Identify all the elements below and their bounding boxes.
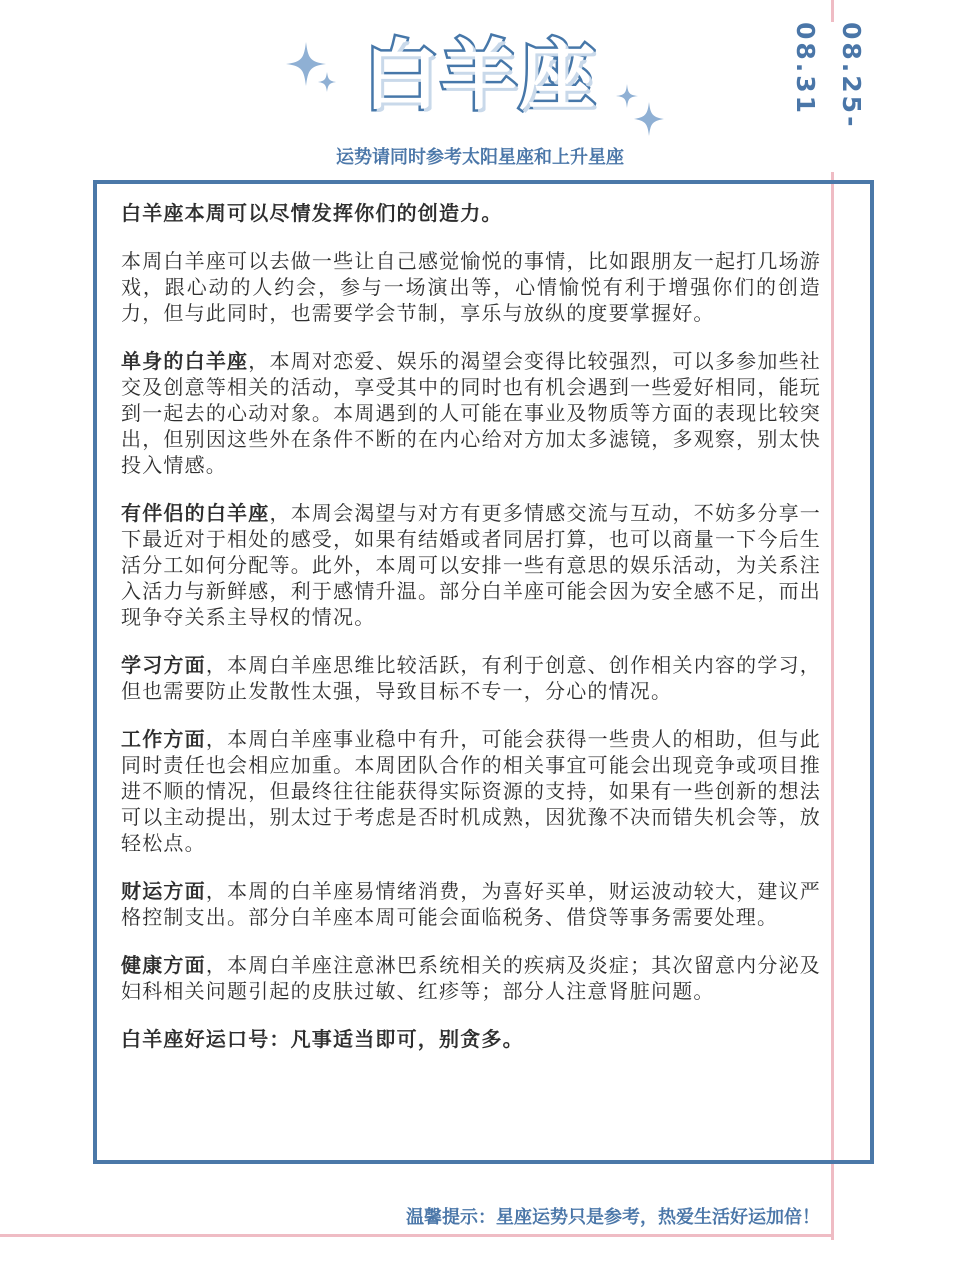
date-range: 08.25-08.31	[828, 22, 874, 172]
intro-paragraph: 本周白羊座可以去做一些让自己感觉愉悦的事情，比如跟朋友一起打几场游戏，跟心动的人约会，参与一场演出等，心情愉悦有利于增强你们的创造力，但与此同时，也需要学会节制，享乐与放纵的度要掌握好。	[121, 249, 821, 325]
section-label: 健康方面	[121, 953, 206, 977]
horoscope-text	[121, 200, 821, 1074]
section-label: 有伴侣的白羊座	[121, 501, 270, 525]
headline: 白羊座本周可以尽情发挥你们的创造力。	[121, 201, 503, 225]
section-study	[121, 652, 821, 704]
subtitle: 运势请同时参考太阳星座和上升星座	[336, 147, 624, 168]
section-partnered	[121, 500, 821, 630]
decorative-horizontal-line	[0, 1234, 834, 1237]
section-label: 学习方面	[121, 653, 206, 677]
sparkle-small-left-icon	[318, 72, 336, 92]
section-finance	[121, 878, 821, 930]
section-label: 工作方面	[121, 727, 206, 751]
section-text: ，本周对恋爱、娱乐的渴望会变得比较强烈，可以多参加些社交及创意等相关的活动，享受其中的同时也有机会遇到一些爱好相同，能玩到一起去的心动对象。本周遇到的人可能在事业及物质等方面的表现比较突出，但别因这些外在条件不断的在内心给对方加太多滤镜，多观察，别太快投入情感。	[121, 349, 821, 477]
section-work	[121, 726, 821, 856]
section-text: ，本周白羊座思维比较活跃，有利于创意、创作相关内容的学习，但也需要防止发散性太强，导致目标不专一，分心的情况。	[121, 653, 821, 703]
section-single	[121, 348, 821, 478]
footer-tip: 温馨提示：星座运势只是参考，热爱生活好运加倍！	[406, 1207, 820, 1228]
sparkle-large-right-icon	[634, 102, 664, 136]
slogan: 白羊座好运口号：凡事适当即可，别贪多。	[121, 1027, 524, 1051]
section-health	[121, 952, 821, 1004]
horoscope-content-box	[93, 180, 874, 1164]
section-text: ，本周白羊座注意淋巴系统相关的疾病及炎症；其次留意内分泌及妇科相关问题引起的皮肤过敏、红疹等；部分人注意肾脏问题。	[121, 953, 821, 1003]
section-text: ，本周的白羊座易情绪消费，为喜好买单，财运波动较大，建议严格控制支出。部分白羊座本周可能会面临税务、借贷等事务需要处理。	[121, 879, 821, 929]
section-text: ，本周白羊座事业稳中有升，可能会获得一些贵人的相助，但与此同时责任也会相应加重。本周团队合作的相关事宜可能会出现竞争或项目推进不顺的情况，但最终往往能获得实际资源的支持，如果有一些创新的想法可以主动提出，别太过于考虑是否时机成熟，因犹豫不决而错失机会等，放轻松点。	[121, 727, 821, 855]
section-text: ，本周会渴望与对方有更多情感交流与互动，不妨多分享一下最近对于相处的感受，如果有结婚或者同居打算，也可以商量一下今后生活分工如何分配等。此外，本周可以安排一些有意思的娱乐活动，为关系注入活力与新鲜感，利于感情升温。部分白羊座可能会因为安全感不足，而出现争夺关系主导权的情况。	[121, 501, 822, 629]
section-label: 单身的白羊座	[121, 349, 249, 373]
page-title: 白羊座	[363, 31, 597, 120]
section-label: 财运方面	[121, 879, 206, 903]
